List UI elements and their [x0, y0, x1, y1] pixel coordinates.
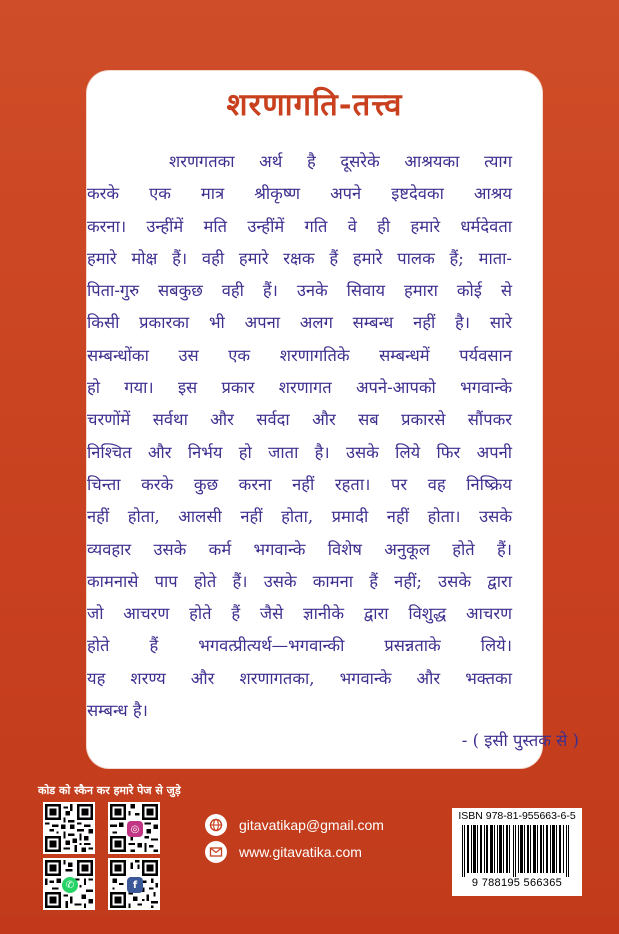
contact-info: [195, 812, 440, 882]
email-link[interactable]: gitavatikap@gmail.com: [239, 816, 384, 833]
paragraph-line: सम्बन्ध है।: [87, 701, 148, 721]
whatsapp-icon: ✆: [62, 877, 78, 893]
globe-icon: [205, 814, 227, 836]
paragraph-line: यह शरण्य और शरणागतका, भगवान्के और भक्तका: [87, 668, 512, 688]
qr-pattern: [45, 804, 93, 852]
qr-code-facebook[interactable]: [108, 858, 160, 910]
barcode-digits: 9 788195 566365: [471, 877, 563, 889]
website-row: [195, 839, 440, 864]
paragraph-line: हो गया। इस प्रकार शरणागत अपने-आपको भगवान्के: [87, 378, 512, 398]
scan-label: कोड को स्कैन कर हमारे पेज से जुड़े: [38, 784, 181, 797]
instagram-icon: ◎: [127, 821, 143, 837]
paragraph-line: निश्चित और निर्भय हो जाता है। उसके लिये फिर अपनी: [87, 442, 512, 462]
qr-code-whatsapp[interactable]: [43, 858, 95, 910]
paragraph-line: व्यवहार उसके कर्म भगवान्के विशेष अनुकूल होते हैं।: [87, 539, 512, 559]
source-credit: - ( इसी पुस्तक से ): [461, 731, 579, 750]
paragraph-line: करना। उन्हींमें मति उन्हींमें गति वे ही हमारे धर्मदेवता: [87, 216, 512, 236]
paragraph-line: चिन्ता करके कुछ करना नहीं रहता। पर वह निष्क्रिय: [87, 474, 512, 494]
qr-code-instagram[interactable]: [108, 802, 160, 854]
paragraph-line: कामनासे पाप होते हैं। उसके कामना हैं नहीं; उसके द्वारा: [87, 571, 512, 591]
mail-icon: [205, 841, 227, 863]
qr-code-website[interactable]: [43, 802, 95, 854]
website-link[interactable]: www.gitavatika.com: [239, 843, 362, 860]
body-paragraph: [87, 146, 512, 727]
paragraph-line: चरणोंमें सर्वथा और सर्वदा और सब प्रकारसे सौंपकर: [87, 410, 512, 430]
bottom-band: [0, 915, 619, 934]
paragraph-line: करके एक मात्र श्रीकृष्ण अपने इष्टदेवका आश्रय: [87, 184, 512, 204]
paragraph-line: होते हैं भगवत्प्रीत्यर्थ—भगवान्की प्रसन्नताके लिये।: [87, 636, 512, 656]
paragraph-line: शरणगतका अर्थ है दूसरेके आश्रयका त्याग: [169, 152, 512, 171]
paragraph-line: नहीं होता, आलसी नहीं होता, प्रमादी नहीं होता। उसके: [87, 507, 512, 527]
email-row: [195, 812, 440, 837]
isbn-label: ISBN 978-81-955663-6-5: [458, 810, 576, 822]
barcode-bars: [460, 825, 574, 877]
facebook-icon: f: [127, 877, 143, 893]
isbn-barcode: [452, 808, 582, 896]
paragraph-line: जो आचरण होते हैं जैसे ज्ञानीके द्वारा विशुद्ध आचरण: [87, 604, 512, 624]
paragraph-line: किसी प्रकारका भी अपना अलग सम्बन्ध नहीं है। सारे: [87, 313, 512, 333]
paragraph-line: पिता-गुरु सबकुछ वही हैं। उनके सिवाय हमारा कोई से: [87, 281, 512, 301]
paragraph-line: सम्बन्धोंका उस एक शरणागतिके सम्बन्धमें पर्यवसान: [87, 345, 512, 365]
page-title: शरणागति-तत्त्व: [226, 87, 403, 123]
paragraph-line: हमारे मोक्ष हैं। वही हमारे रक्षक हैं हमारे पालक हैं; माता-: [87, 248, 512, 268]
